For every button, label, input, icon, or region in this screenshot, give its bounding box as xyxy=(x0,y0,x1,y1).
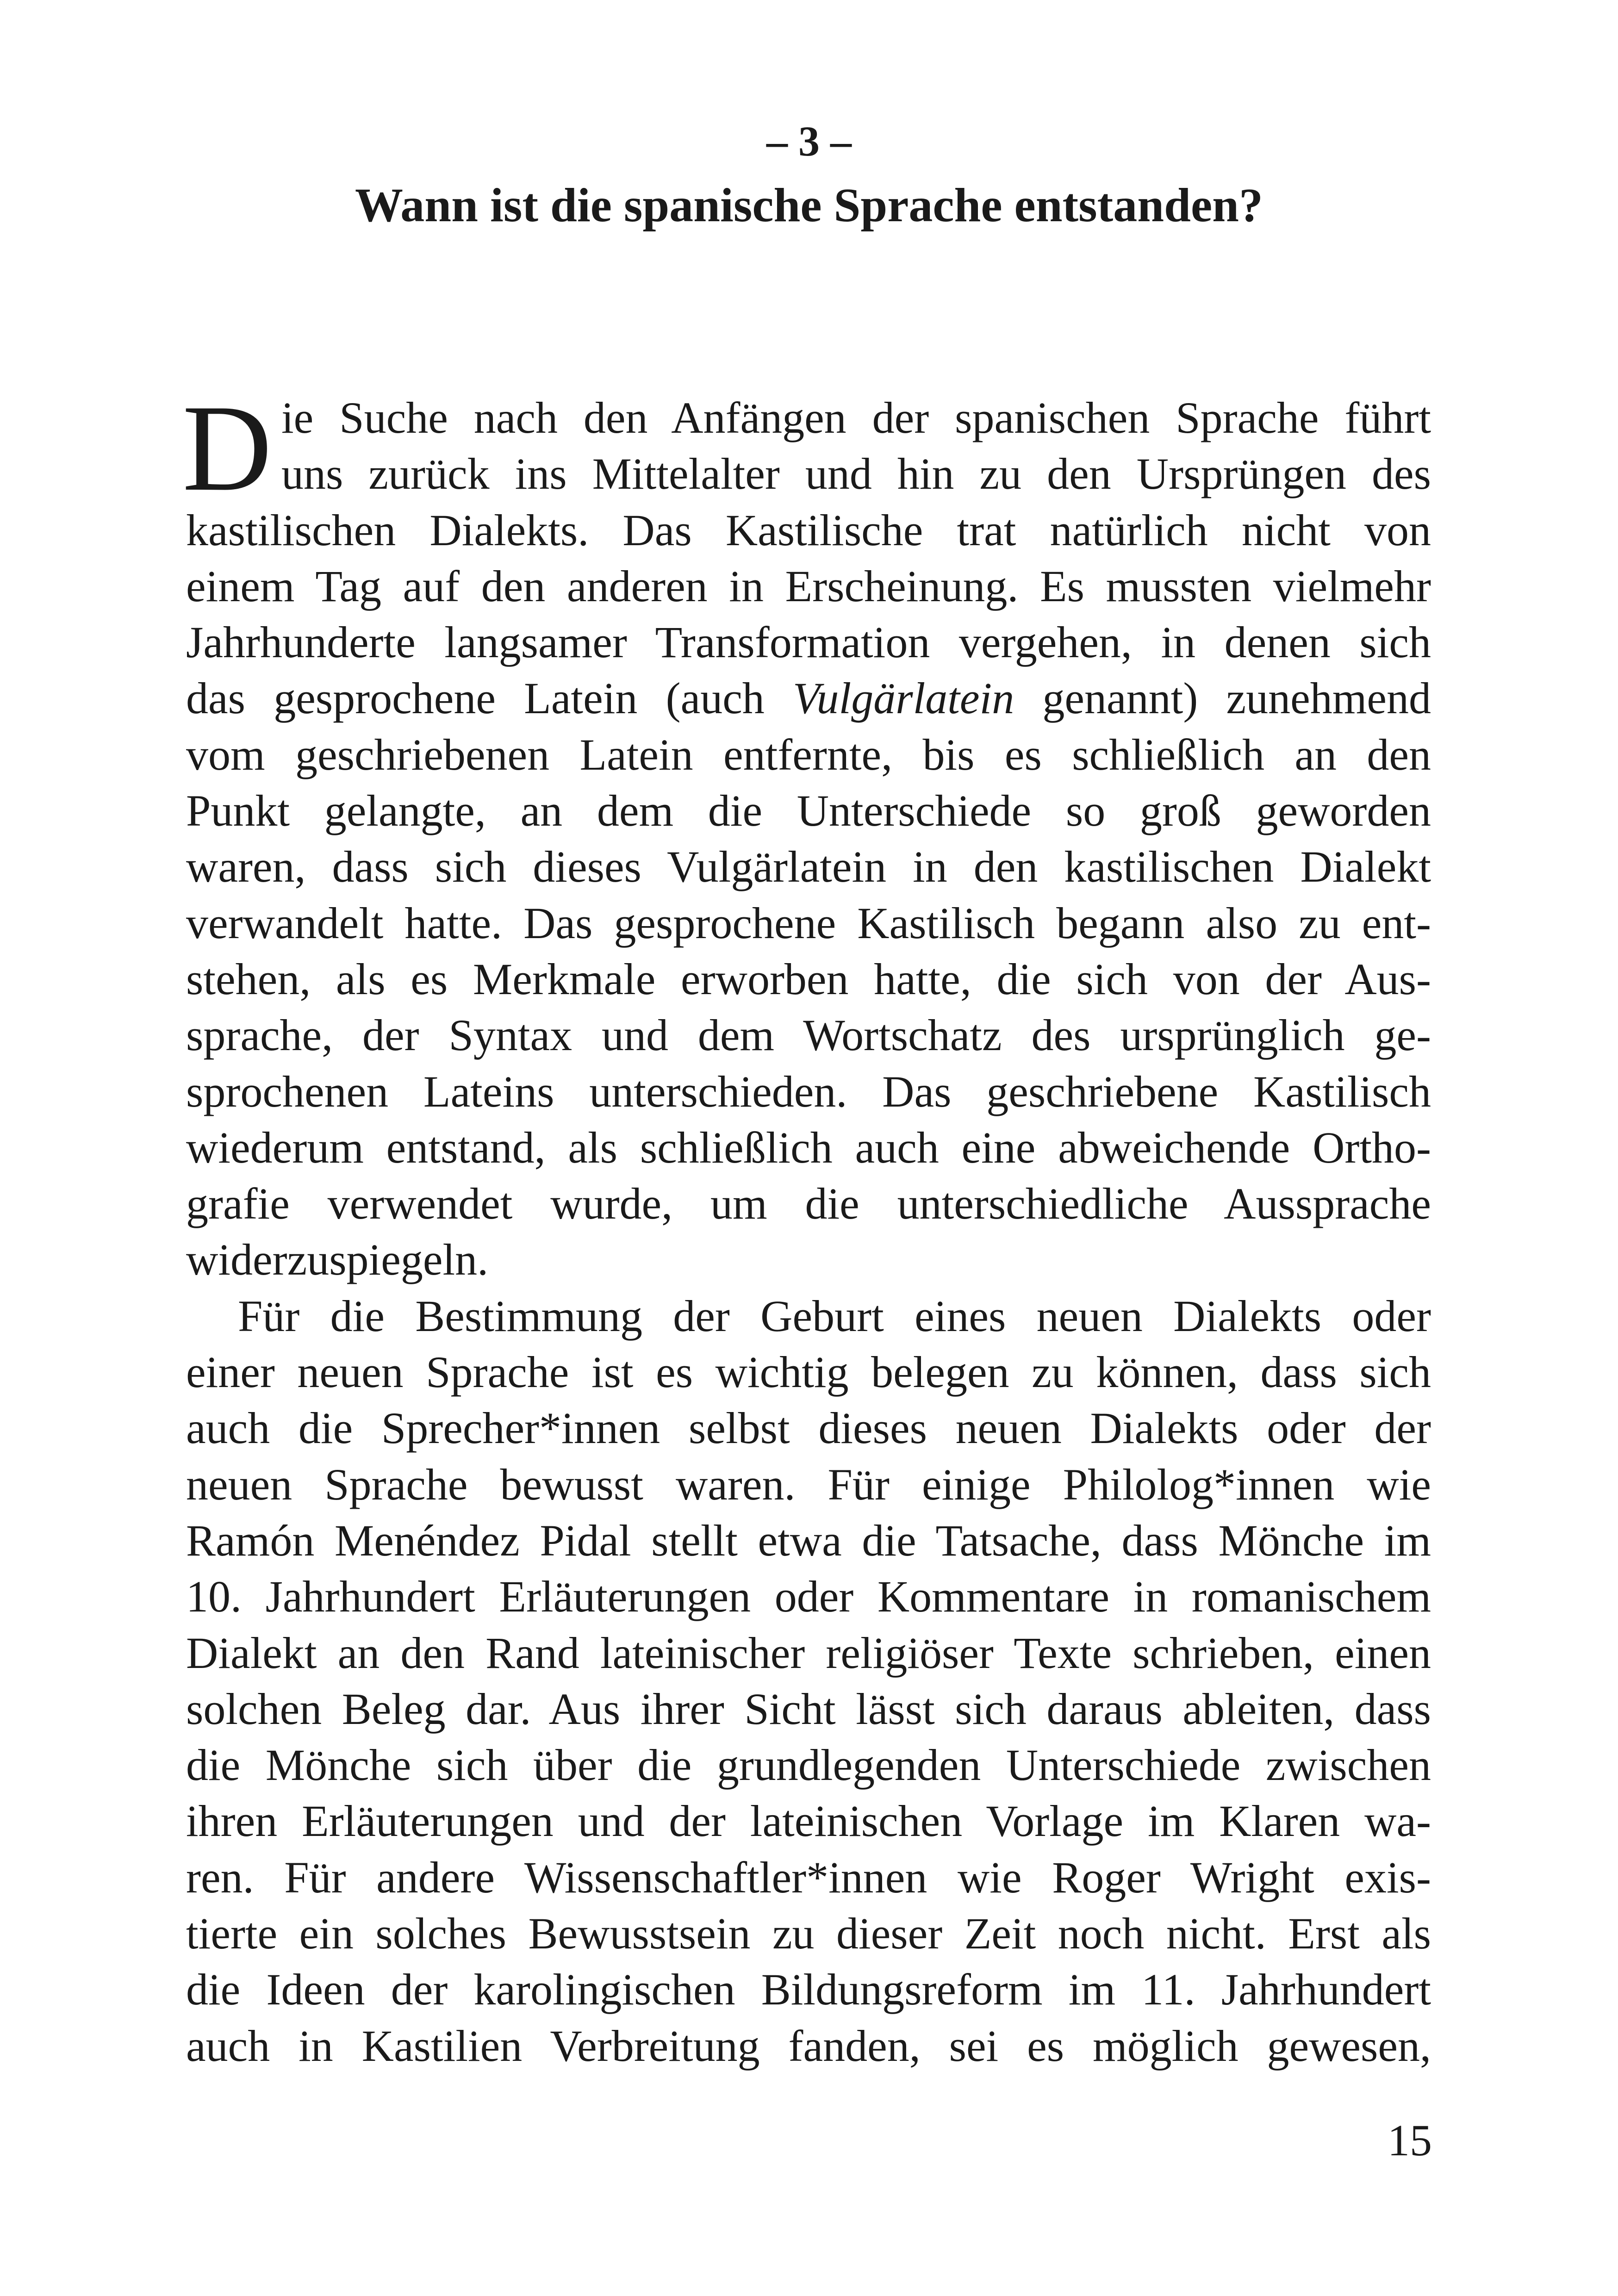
text-line: wiederum entstand, als schließlich auch eine abweichende Ortho- xyxy=(186,1122,1431,1172)
text-line: kastilischen Dialekts. Das Kastilische trat natürlich nicht von xyxy=(186,505,1431,555)
text-segment: das gesprochene Latein (auch xyxy=(186,673,793,723)
paragraph-2 xyxy=(186,1288,1431,2074)
text-line: Jahrhunderte langsamer Transformation vergehen, in denen sich xyxy=(186,617,1431,667)
text-line: die Mönche sich über die grundlegenden Unterschiede zwischen xyxy=(186,1740,1431,1790)
text-line: grafie verwendet wurde, um die unterschiedliche Aussprache xyxy=(186,1179,1431,1229)
text-line: einer neuen Sprache ist es wichtig belegen zu können, dass sich xyxy=(186,1347,1431,1397)
text-line: ren. Für andere Wissenschaftler*innen wie Roger Wright exis- xyxy=(186,1852,1431,1902)
text-line: Für die Bestimmung der Geburt eines neuen Dialekts oder xyxy=(238,1291,1431,1341)
drop-cap: D xyxy=(182,379,272,516)
text-line: stehen, als es Merkmale erworben hatte, die sich von der Aus- xyxy=(186,954,1431,1004)
text-line: waren, dass sich dieses Vulgärlatein in den kastilischen Dialekt xyxy=(186,842,1431,892)
italic-term: Vulgärlatein xyxy=(793,673,1014,723)
text-line: 10. Jahrhundert Erläuterungen oder Kommentare in romanischem xyxy=(186,1572,1431,1622)
text-line: Ramón Menéndez Pidal stellt etwa die Tatsache, dass Mönche im xyxy=(186,1515,1431,1565)
text-line: ihren Erläuterungen und der lateinischen Vorlage im Klaren wa- xyxy=(186,1796,1431,1846)
text-line: vom geschriebenen Latein entfernte, bis es schließlich an den xyxy=(186,729,1431,779)
text-line: neuen Sprache bewusst waren. Für einige Philolog*innen wie xyxy=(186,1459,1431,1509)
chapter-title: Wann ist die spanische Sprache entstanden? xyxy=(355,179,1263,232)
text-line: solchen Beleg dar. Aus ihrer Sicht lässt sich daraus ableiten, dass xyxy=(186,1684,1431,1734)
text-line: uns zurück ins Mittelalter und hin zu den Ursprüngen des xyxy=(281,449,1431,499)
text-line: auch die Sprecher*innen selbst dieses neuen Dialekts oder der xyxy=(186,1403,1431,1453)
text-line: sprochenen Lateins unterschieden. Das geschriebene Kastilisch xyxy=(186,1066,1431,1116)
text-line: auch in Kastilien Verbreitung fanden, sei es möglich gewesen, xyxy=(186,2021,1431,2071)
text-line: Dialekt an den Rand lateinischer religiöser Texte schrieben, einen xyxy=(186,1628,1431,1678)
text-line: ie Suche nach den Anfängen der spanischen Sprache führt xyxy=(281,393,1431,442)
text-line: einem Tag auf den anderen in Erscheinung. Es mussten vielmehr xyxy=(186,561,1431,611)
text-line: die Ideen der karolingischen Bildungsreform im 11. Jahrhundert xyxy=(186,1965,1431,2015)
text-line: Punkt gelangte, an dem die Unterschiede so groß geworden xyxy=(186,786,1431,836)
text-segment: genannt) zunehmend xyxy=(1014,673,1431,723)
text-line: sprache, der Syntax und dem Wortschatz des ursprünglich ge- xyxy=(186,1010,1431,1060)
body-text xyxy=(182,379,1431,2074)
chapter-number: – 3 – xyxy=(766,118,852,165)
text-line-with-italic xyxy=(186,670,1431,726)
text-line: widerzuspiegeln. xyxy=(186,1235,489,1285)
text-line: verwandelt hatte. Das gesprochene Kastilisch begann also zu ent- xyxy=(186,898,1431,948)
text-line: tierte ein solches Bewusstsein zu dieser Zeit noch nicht. Erst als xyxy=(186,1909,1431,1959)
paragraph-1 xyxy=(182,379,1431,1288)
page-number: 15 xyxy=(1388,2116,1432,2165)
